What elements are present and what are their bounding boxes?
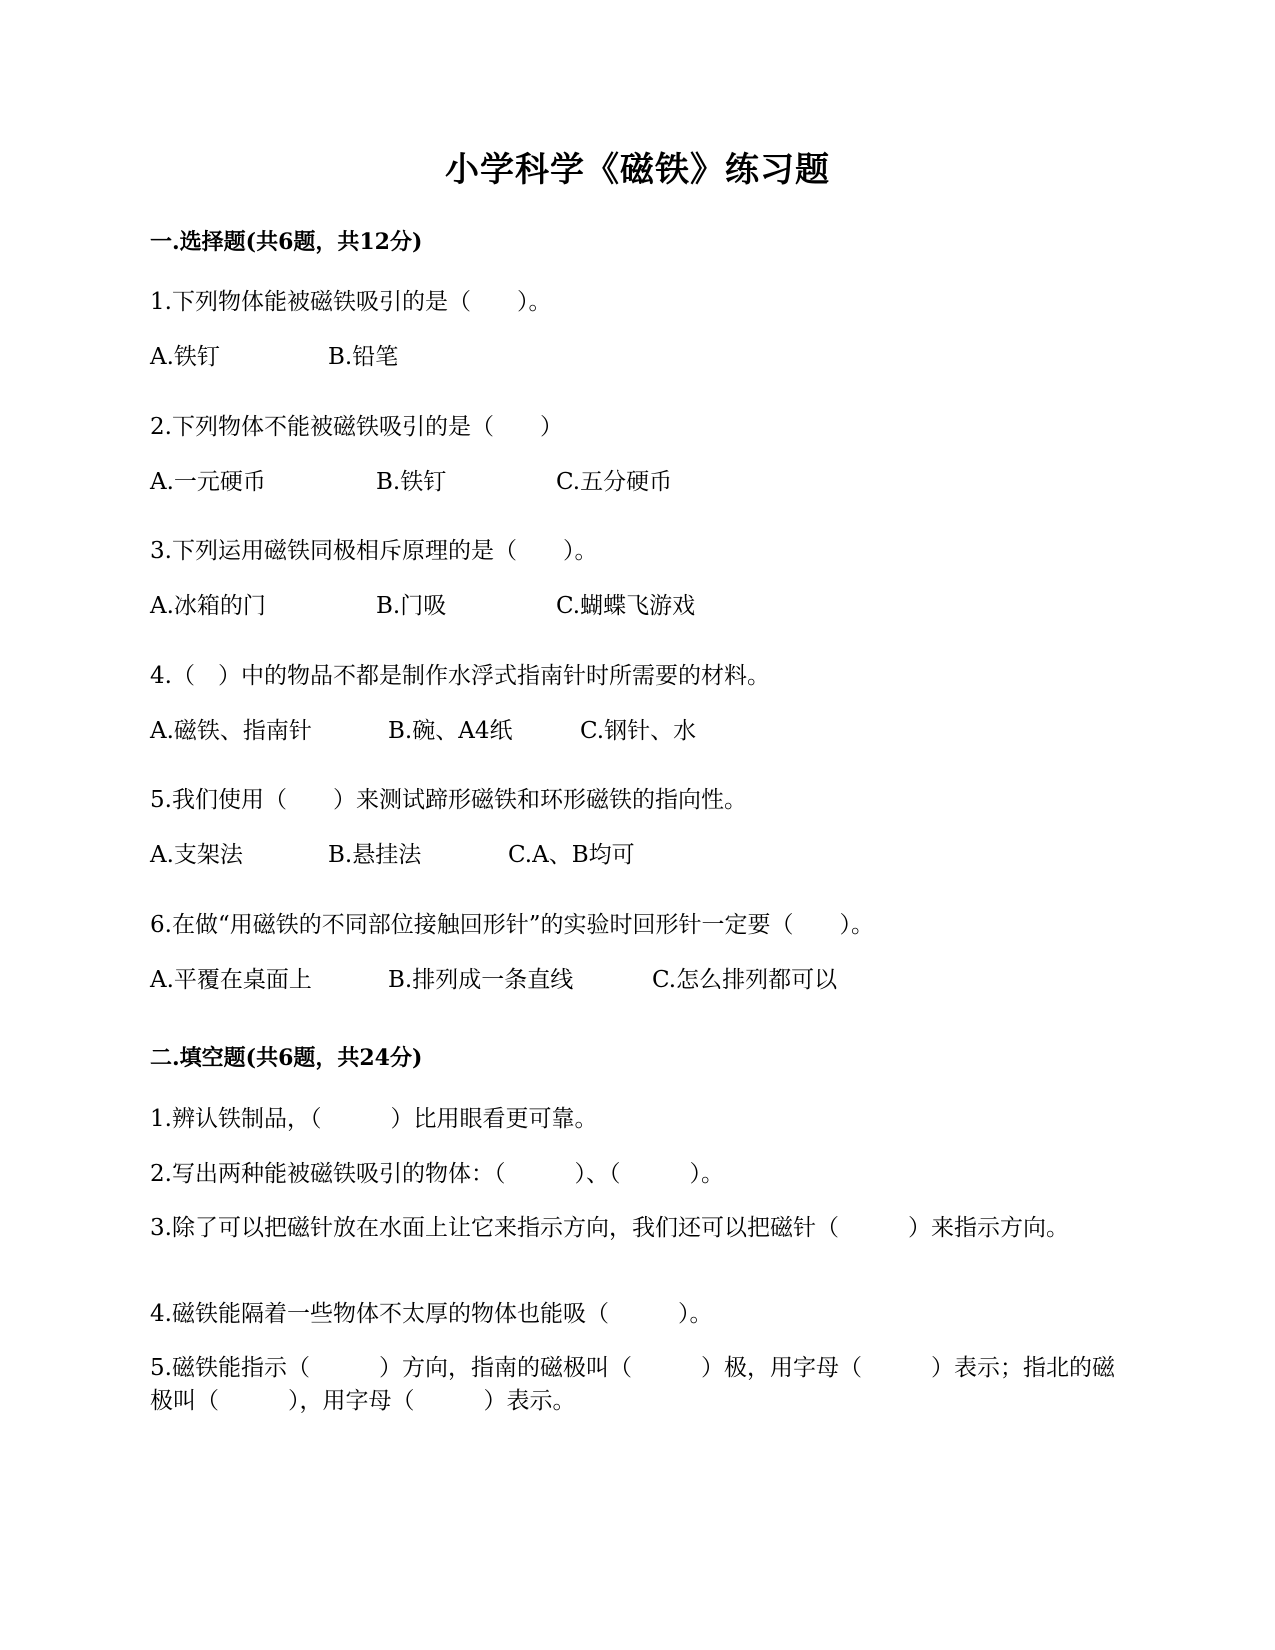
option-b: B.铅笔 <box>328 344 399 370</box>
option-b: B.排列成一条直线 <box>388 967 574 993</box>
fill-question: 3.除了可以把磁针放在水面上让它来指示方向，我们还可以把磁针（ ）来指示方向。 <box>150 1215 1069 1241</box>
question-stem: 2.下列物体不能被磁铁吸引的是（ ） <box>150 414 563 440</box>
question-stem: 5.我们使用（ ）来测试蹄形磁铁和环形磁铁的指向性。 <box>150 787 747 813</box>
question-stem: 6.在做“用磁铁的不同部位接触回形针”的实验时回形针一定要（ ）。 <box>150 912 874 938</box>
section-heading-choice: 一.选择题(共6题，共12分) <box>150 229 423 255</box>
option-a: A.磁铁、指南针 <box>150 718 312 744</box>
option-c: C.A、B均可 <box>508 842 635 868</box>
option-b: B.门吸 <box>376 593 447 619</box>
option-b: B.碗、A4纸 <box>388 718 513 744</box>
option-a: A.铁钉 <box>150 344 220 370</box>
question-stem: 1.下列物体能被磁铁吸引的是（ ）。 <box>150 289 552 315</box>
fill-question: 5.磁铁能指示（ ）方向，指南的磁极叫（ ）极，用字母（ ）表示；指北的磁极叫（ ），用字母（ ）表示。 <box>150 1355 1115 1414</box>
page-title: 小学科学《磁铁》练习题 <box>445 150 830 190</box>
option-c: C.钢针、水 <box>580 718 697 744</box>
option-b: B.悬挂法 <box>328 842 422 868</box>
option-a: A.冰箱的门 <box>150 593 266 619</box>
fill-question: 1.辨认铁制品，（ ）比用眼看更可靠。 <box>150 1106 598 1132</box>
question-stem: 3.下列运用磁铁同极相斥原理的是（ ）。 <box>150 538 598 564</box>
option-b: B.铁钉 <box>376 469 447 495</box>
option-a: A.一元硬币 <box>150 469 266 495</box>
option-c: C.怎么排列都可以 <box>652 967 838 993</box>
question-stem: 4.（ ）中的物品不都是制作水浮式指南针时所需要的材料。 <box>150 663 770 689</box>
fill-question: 4.磁铁能隔着一些物体不太厚的物体也能吸（ ）。 <box>150 1301 713 1327</box>
option-c: C.蝴蝶飞游戏 <box>556 593 696 619</box>
option-a: A.支架法 <box>150 842 243 868</box>
option-c: C.五分硬币 <box>556 469 673 495</box>
section-heading-fill: 二.填空题(共6题，共24分) <box>150 1045 423 1071</box>
option-a: A.平覆在桌面上 <box>150 967 312 993</box>
fill-question: 2.写出两种能被磁铁吸引的物体：（ ）、（ ）。 <box>150 1161 724 1187</box>
